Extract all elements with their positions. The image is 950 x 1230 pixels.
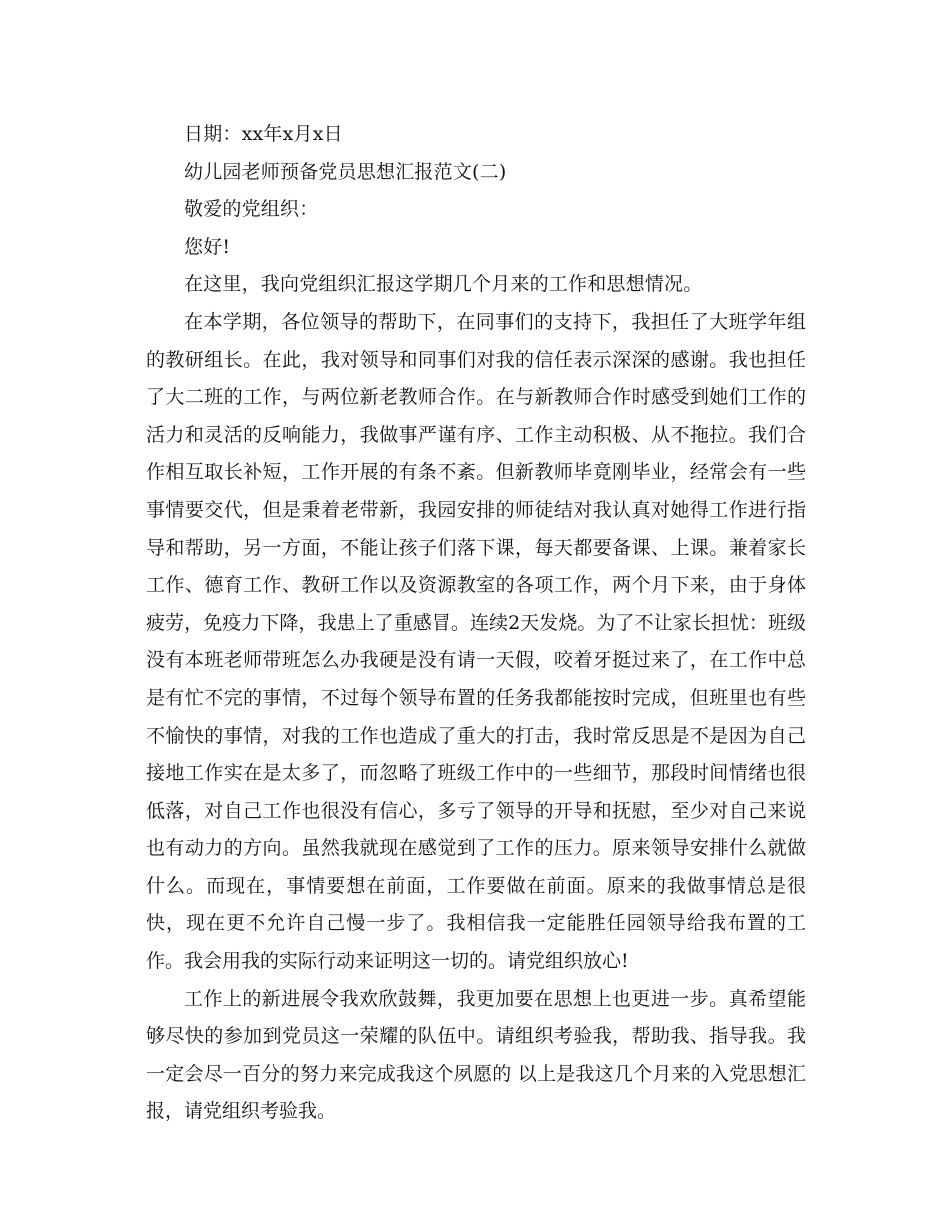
salutation: 敬爱的党组织： — [184, 198, 319, 221]
body-paragraph-1: 在本学期，各位领导的帮助下，在同事们的支持下，我担任了大班学年组的教研组长。在此，我对领导和同事们对我的信任表示深深的感谢。我也担任了大二班的工作，与两位新老教师合作。在与新教师合作时感受到她们工作的活力和灵活的反响能力，我做事严谨有序、工作主动积极、从不拖拉。我们合作相互取长补短，工作开展的有条不紊。但新教师毕竟刚毕业，经常会有一些事情要交代，但是秉着老带新，我园安排的师徒结对我认真对她得工作进行指导和帮助，另一方面，不能让孩子们落下课，每天都要备课、上课。兼着家长工作、德育工作、教研工作以及资源教室的各项工作，两个月下来，由于身体疲劳，免疫力下降，我患上了重感冒。连续2天发烧。为了不让家长担忧：班级没有本班老师带班怎么办我硬是没有请一天假，咬着牙挺过来了，在工作中总是有忙不完的事情，不过每个领导布置的任务我都能按时完成，但班里也有些不愉快的事情，对我的工作也造成了重大的打击，我时常反思是不是因为自己接地工作实在是太多了，而忽略了班级工作中的一些细节，那段时间情绪也很低落，对自己工作也很没有信心，多亏了领导的开导和抚慰，至少对自己来说也有动力的方向。虽然我就现在感觉到了工作的压力。原来领导安排什么就做什么。而现在，事情要想在前面，工作要做在前面。原来的我做事情总是很快，现在更不允许自己慢一步了。我相信我一定能胜任园领导给我布置的工作。我会用我的实际行动来证明这一切的。请党组织放心! — [146, 310, 806, 973]
date-line: 日期：xx年x月x日 — [184, 123, 343, 145]
intro-paragraph: 在这里，我向党组织汇报这学期几个月来的工作和思想情况。 — [184, 273, 703, 296]
greeting: 您好! — [184, 235, 231, 258]
document-body — [146, 116, 806, 1131]
document-title: 幼儿园老师预备党员思想汇报范文(二) — [184, 160, 507, 183]
body-paragraph-2: 工作上的新进展令我欢欣鼓舞，我更加要在思想上也更进一步。真希望能够尽快的参加到党员这一荣耀的队伍中。请组织考验我，帮助我、指导我。我一定会尽一百分的努力来完成我这个夙愿的 以上是我这几个月来的入党思想汇报，请党组织考验我。 — [146, 987, 806, 1123]
